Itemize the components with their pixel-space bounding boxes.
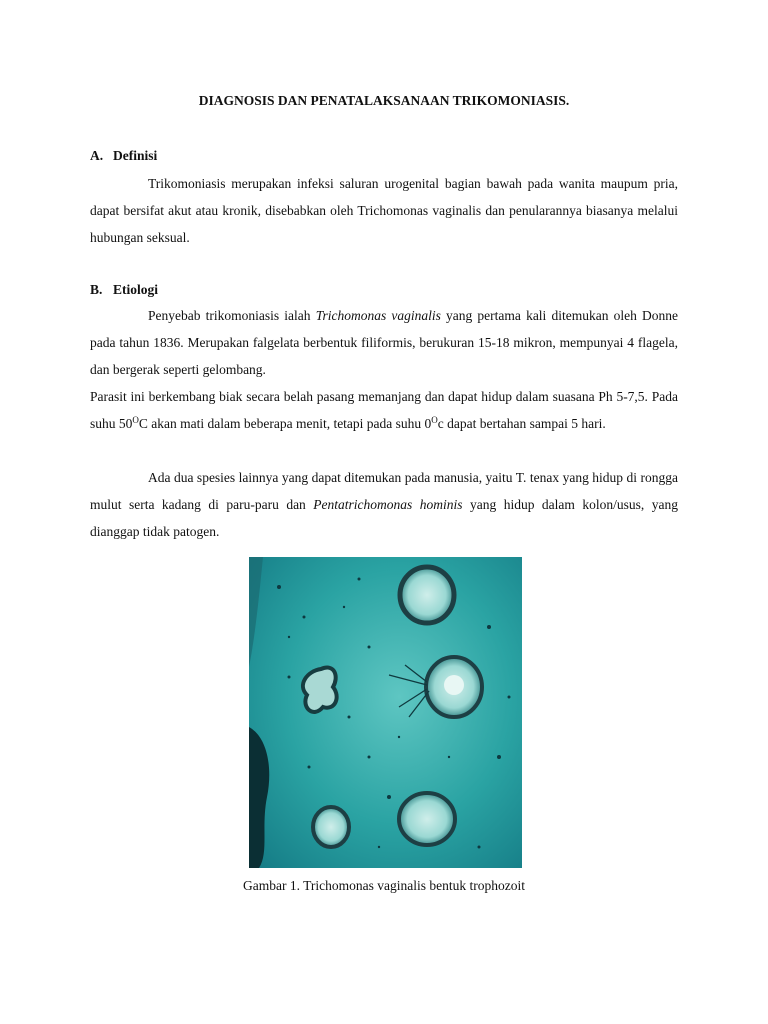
species-name: Pentatrichomonas hominis <box>313 497 463 512</box>
section-number: B. <box>90 282 103 297</box>
section-title: Definisi <box>113 148 158 163</box>
paragraph-etiologi-1 <box>90 302 678 383</box>
text-run: Ada dua spesies lainnya yang dapat ditemukan pada manusia, yaitu T. tenax yang hidup di rongga mulut serta kadang di paru-paru dan <box>90 470 678 512</box>
section-heading-etiologi <box>90 282 158 298</box>
text-run: C akan mati dalam beberapa menit, tetapi pada suhu 0 <box>138 416 432 431</box>
figure-caption: Gambar 1. Trichomonas vaginalis bentuk trophozoit <box>243 878 525 893</box>
trichomonas-micrograph <box>249 557 522 868</box>
text-run: Parasit ini berkembang biak secara belah pasang memanjang dan dapat hidup dalam suasana Ph 5-7,5. Pada suhu 50 <box>90 389 678 431</box>
superscript: O <box>132 415 139 425</box>
section-heading-definisi <box>90 148 157 164</box>
text-run: c dapat bertahan sampai 5 hari. <box>437 416 606 431</box>
paragraph-etiologi-2 <box>90 383 678 437</box>
text-run: Penyebab trikomoniasis ialah <box>148 308 316 323</box>
species-name: Trichomonas vaginalis <box>315 308 441 323</box>
section-number: A. <box>90 148 104 163</box>
superscript: O <box>431 415 438 425</box>
paragraph-definisi: Trikomoniasis merupakan infeksi saluran urogenital bagian bawah pada wanita maupum pria, dapat bersifat akut atau kronik, disebabkan oleh Trichomonas vaginalis dan penularannya biasanya melalui hubungan seksual. <box>90 176 678 245</box>
text-run: yang pertama kali ditemukan oleh Donne pada tahun 1836. Merupakan falgelata berbentuk filiformis, berukuran 15-18 mikron, mempunyai 4 flagela, dan bergerak seperti gelombang. <box>90 308 679 377</box>
paragraph-etiologi-3 <box>90 464 678 545</box>
text-run: yang hidup dalam kolon/usus, yang dianggap tidak patogen. <box>90 497 678 539</box>
section-title: Etiologi <box>113 282 159 297</box>
microscope-image <box>249 557 522 868</box>
page-title: DIAGNOSIS DAN PENATALAKSANAAN TRIKOMONIASIS. <box>198 93 570 108</box>
